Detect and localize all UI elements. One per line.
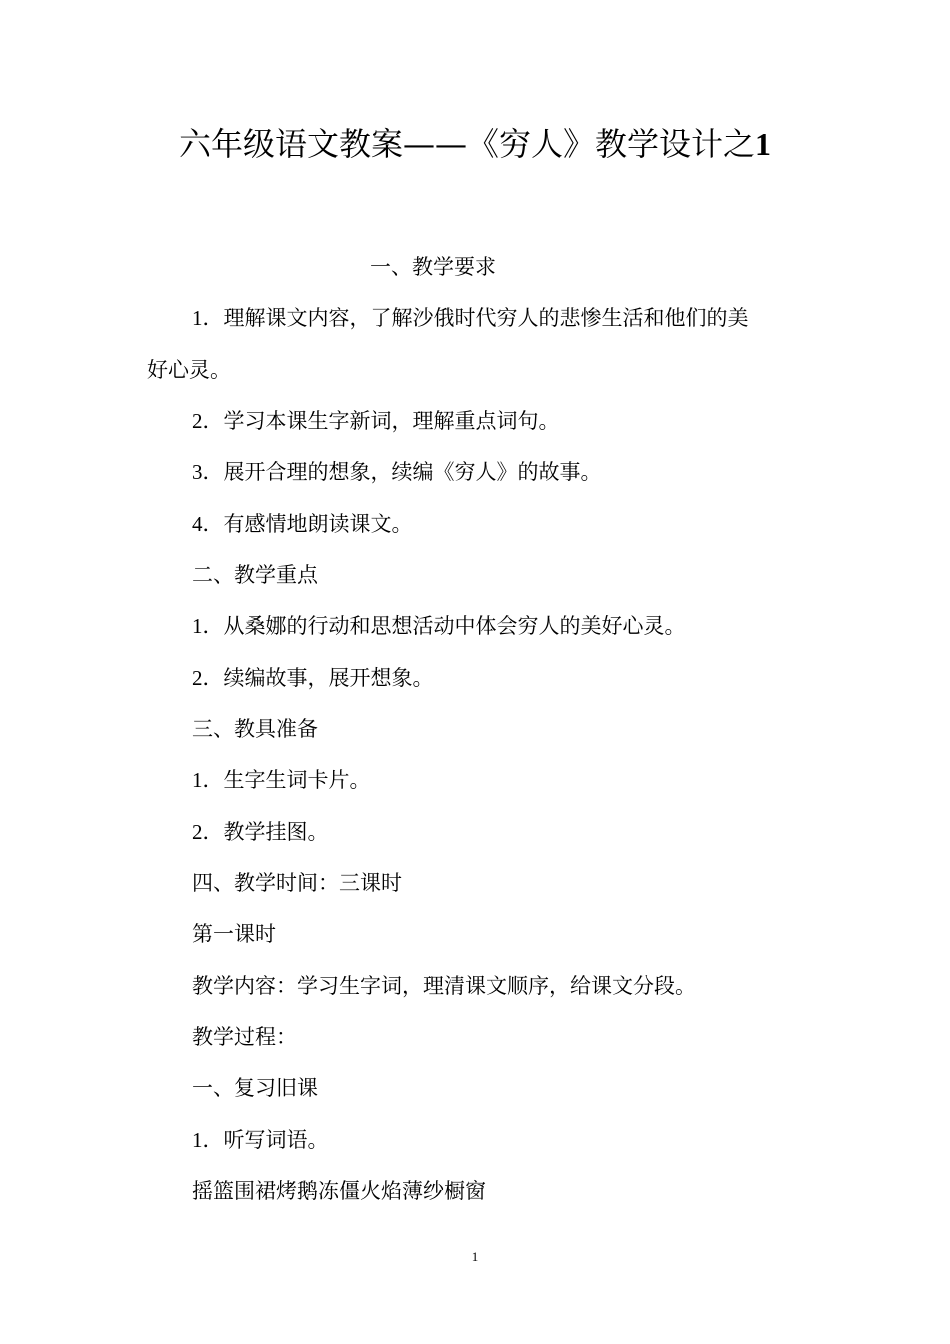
list-number: 3． — [192, 460, 224, 484]
list-number: 1． — [192, 614, 224, 638]
teaching-aid-2 — [192, 817, 329, 847]
page-number: 1 — [471, 1249, 479, 1264]
list-text: 听写词语。 — [223, 1128, 329, 1152]
lesson-1-heading: 第一课时 — [192, 922, 276, 946]
list-text: 理解课文内容，了解沙俄时代穷人的悲惨生活和他们的美 — [223, 306, 749, 330]
section-heading-requirements: 一、教学要求 — [370, 255, 496, 279]
requirement-1-line-1 — [192, 303, 749, 333]
list-text: 生字生词卡片。 — [223, 768, 371, 792]
document-title — [0, 120, 950, 168]
title-number: 1 — [755, 126, 771, 162]
list-text: 教学挂图。 — [223, 820, 329, 844]
list-number: 1． — [192, 768, 224, 792]
list-number: 1． — [192, 306, 224, 330]
requirement-2 — [192, 406, 560, 436]
requirement-4 — [192, 509, 413, 539]
list-text: 学习本课生字新词，理解重点词句。 — [223, 409, 560, 433]
list-number: 4． — [192, 512, 224, 536]
section-heading-teaching-aids: 三、教具准备 — [192, 717, 318, 741]
key-point-2 — [192, 663, 434, 693]
title-text: 六年级语文教案——《穷人》教学设计之 — [178, 125, 755, 163]
section-heading-key-points: 二、教学重点 — [192, 563, 318, 587]
list-text: 展开合理的想象，续编《穷人》的故事。 — [223, 460, 602, 484]
list-number: 1． — [192, 1128, 224, 1152]
review-heading: 一、复习旧课 — [192, 1076, 318, 1100]
section-heading-teaching-time: 四、教学时间：三课时 — [192, 871, 402, 895]
dictation-item — [192, 1125, 329, 1155]
lesson-1-content: 教学内容：学习生字词，理清课文顺序，给课文分段。 — [192, 974, 696, 998]
teaching-process-heading: 教学过程： — [192, 1025, 297, 1049]
key-point-1 — [192, 611, 686, 641]
list-text: 从桑娜的行动和思想活动中体会穷人的美好心灵。 — [223, 614, 686, 638]
dictation-words: 摇篮围裙烤鹅冻僵火焰薄纱橱窗 — [192, 1179, 486, 1203]
requirement-1-line-2: 好心灵。 — [147, 358, 231, 382]
list-number: 2． — [192, 409, 224, 433]
list-number: 2． — [192, 666, 224, 690]
list-number: 2． — [192, 820, 224, 844]
list-text: 有感情地朗读课文。 — [223, 512, 413, 536]
teaching-aid-1 — [192, 765, 371, 795]
list-text: 续编故事，展开想象。 — [223, 666, 434, 690]
requirement-3 — [192, 457, 602, 487]
